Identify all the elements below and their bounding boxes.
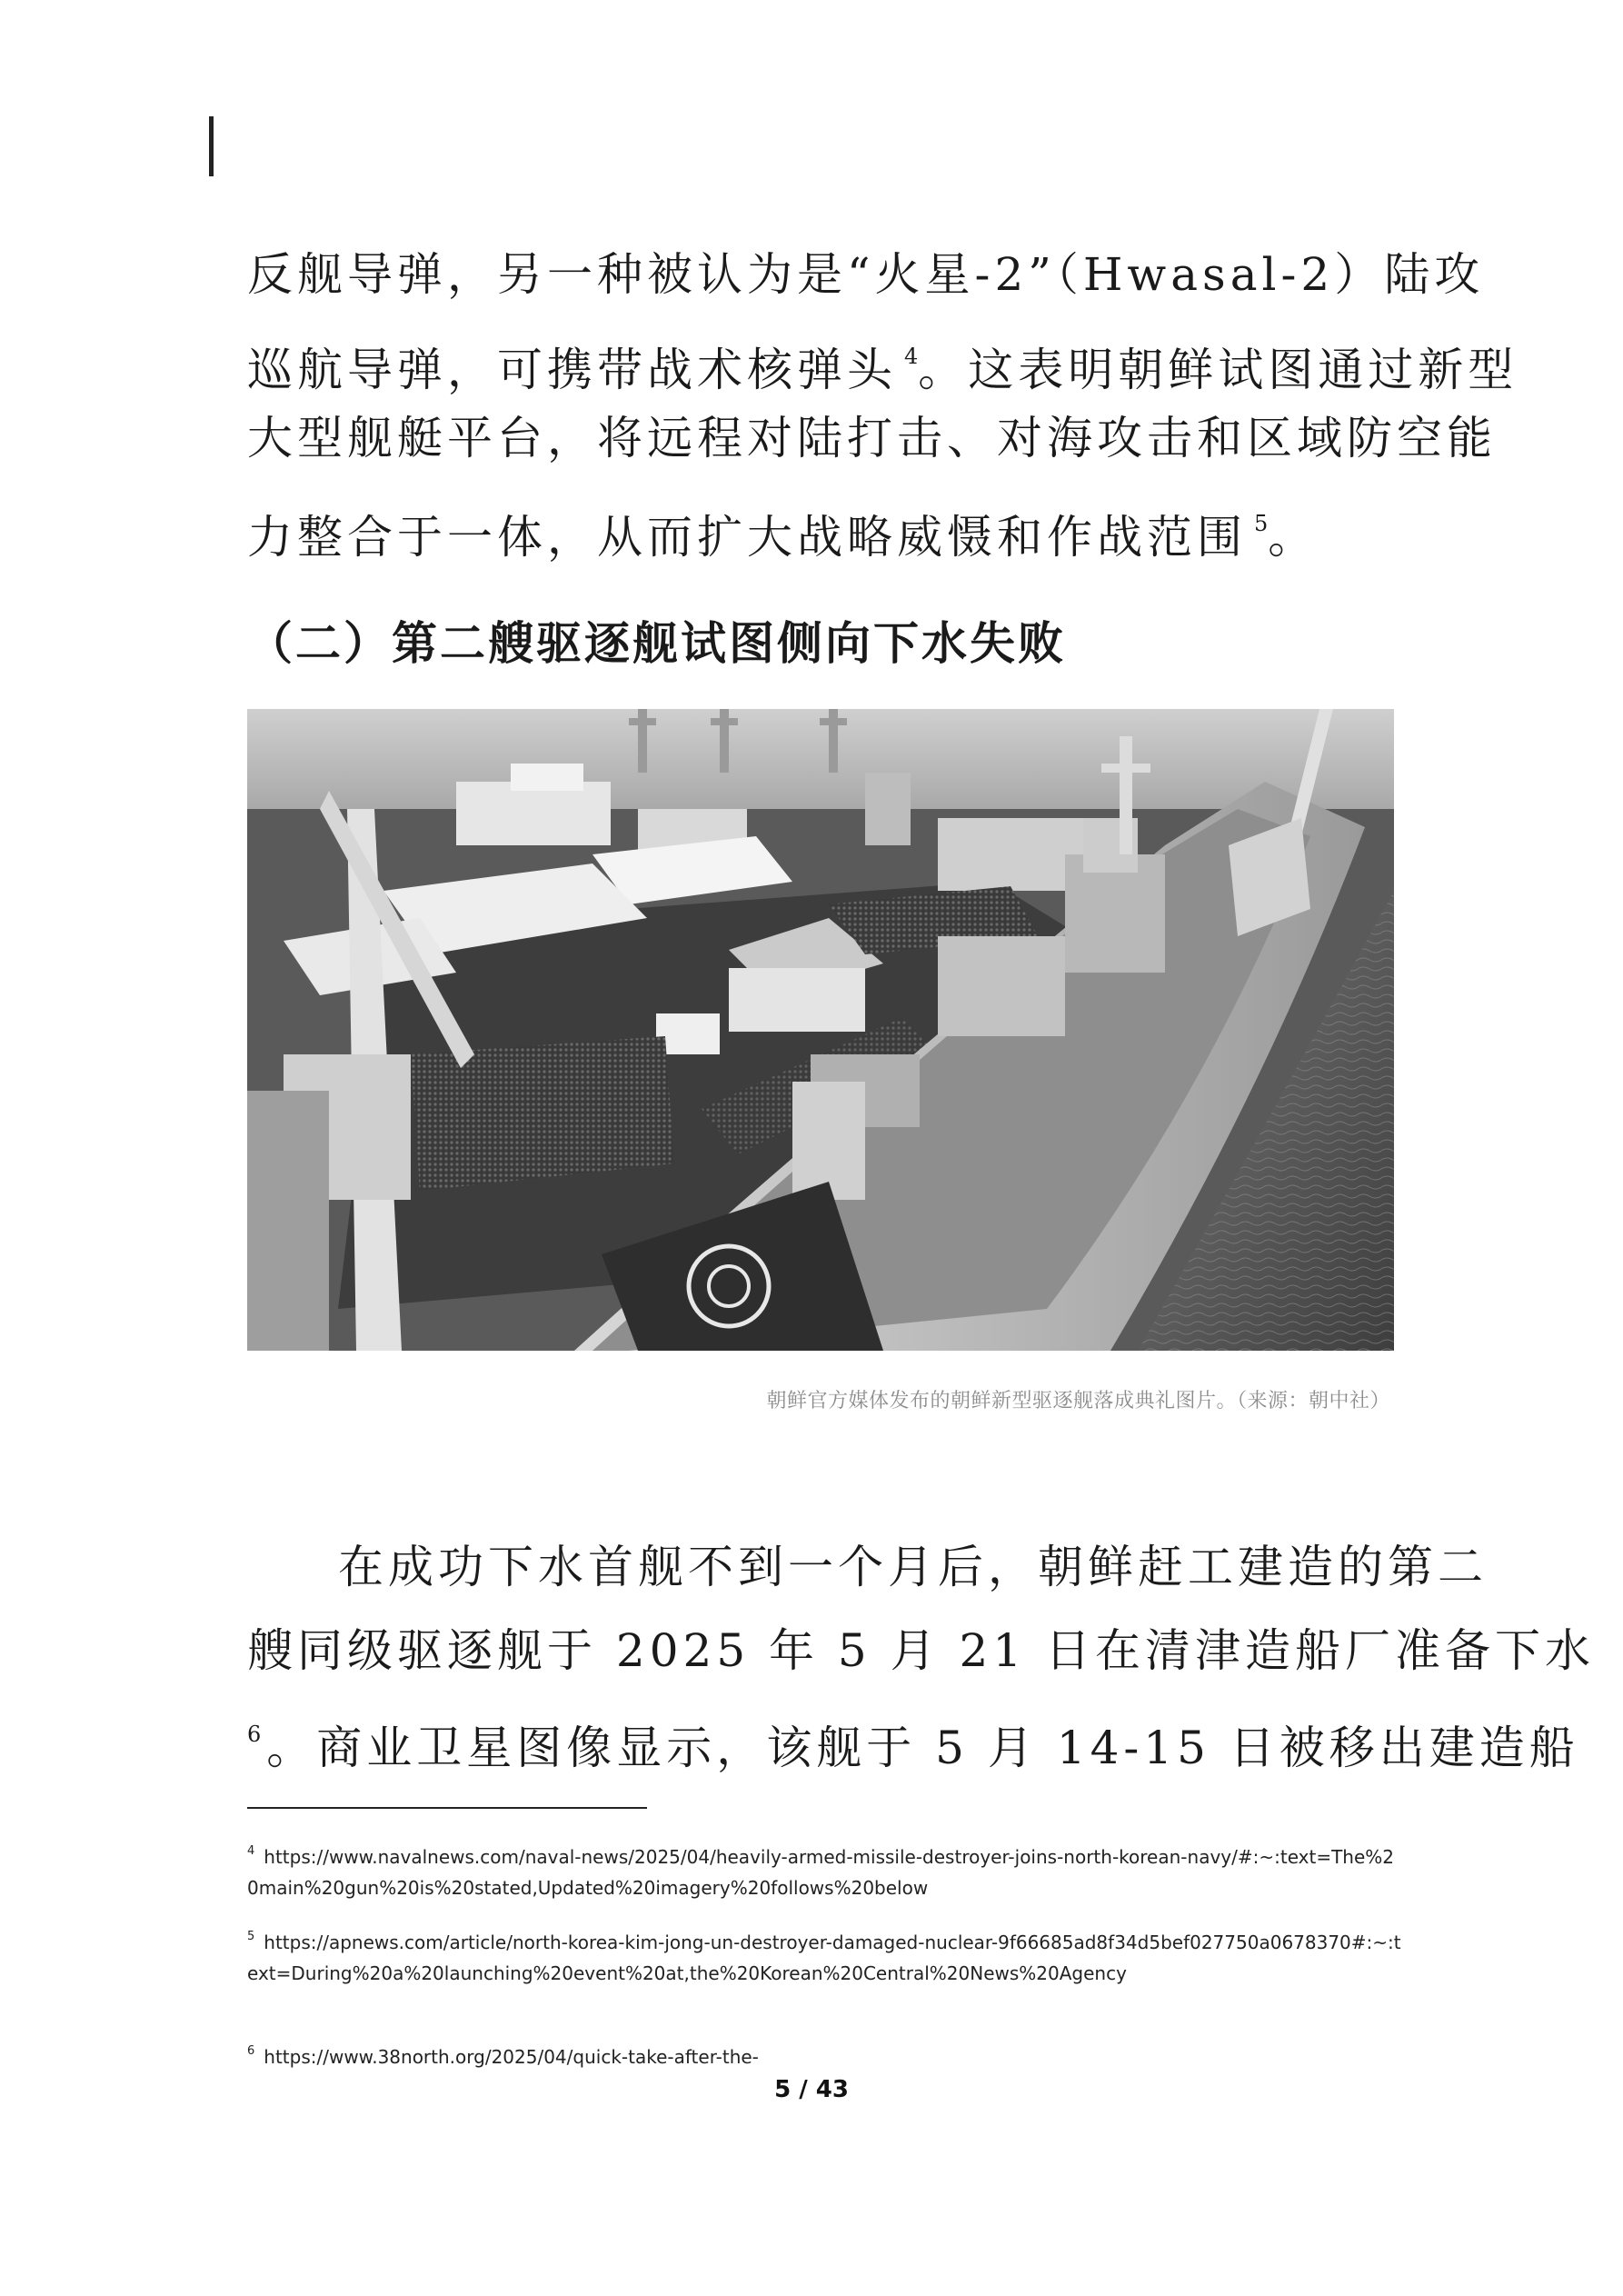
page-number: 5 / 43 — [774, 2076, 849, 2103]
footnote-number: 6 — [247, 2044, 255, 2058]
photo-illustration — [247, 709, 1394, 1351]
footnote-number: 4 — [247, 1844, 255, 1858]
paragraph1-line4-rest: 。 — [1268, 511, 1319, 564]
paragraph2-line3 — [247, 1707, 1579, 1775]
paragraph1-line2 — [247, 329, 1518, 397]
paragraph1-line4-text: 力整合于一体，从而扩大战略威慑和作战范围 — [247, 511, 1247, 564]
paragraph1-line2-rest: 。这表明朝鲜试图通过新型 — [918, 344, 1518, 396]
footnote-5 — [247, 1922, 1401, 1989]
figure-caption: 朝鲜官方媒体发布的朝鲜新型驱逐舰落成典礼图片。（来源：朝中社） — [766, 1390, 1390, 1413]
footnote-number: 5 — [247, 1930, 255, 1943]
footnote-link[interactable]: https://www.38north.org/2025/04/quick-take-after-the- — [264, 2046, 759, 2068]
section-heading: （二）第二艘驱逐舰试图侧向下水失败 — [247, 617, 1066, 670]
footnote-link[interactable]: https://www.navalnews.com/naval-news/2025/04/heavily-armed-missile-destroyer-joins-north-korean-navy/#:~:text=The%20main%20gun%20is%20stated,Updated%20imagery%20follows%20below — [247, 1846, 1395, 1899]
margin-marker — [209, 116, 214, 176]
destroyer-ceremony-photo — [247, 709, 1394, 1351]
paragraph1-line1: 反舰导弹，另一种被认为是“火星-2”（Hwasal-2）陆攻 — [247, 248, 1485, 301]
footnote-link[interactable]: https://apnews.com/article/north-korea-kim-jong-un-destroyer-damaged-nuclear-9f66685ad8f34d5bef027750a0678370#:~:text=During%20a%20launching%20event%20at,the%20Korean%20Central%20News%20Agency — [247, 1932, 1401, 1984]
footnote-ref-6[interactable]: 6 — [247, 1722, 262, 1747]
paragraph1-line3: 大型舰艇平台，将远程对陆打击、对海攻击和区域防空能 — [247, 412, 1497, 464]
footnote-4 — [247, 1836, 1401, 1903]
footnote-separator — [247, 1807, 647, 1809]
paragraph1-line4 — [247, 496, 1383, 564]
paragraph1-line2-text: 巡航导弹，可携带战术核弹头 — [247, 344, 897, 396]
footnote-ref-4[interactable]: 4 — [904, 344, 919, 369]
paragraph2-line1: 在成功下水首舰不到一个月后，朝鲜赶工建造的第二 — [338, 1541, 1488, 1593]
footnote-ref-5[interactable]: 5 — [1254, 511, 1269, 536]
paragraph2-line3-text: 。商业卫星图像显示，该舰于 5 月 14-15 日被移出建造船 — [266, 1722, 1579, 1774]
paragraph2-line2: 艘同级驱逐舰于 2025 年 5 月 21 日在清津造船厂准备下水 — [247, 1624, 1596, 1677]
footnote-6 — [247, 2036, 1401, 2072]
